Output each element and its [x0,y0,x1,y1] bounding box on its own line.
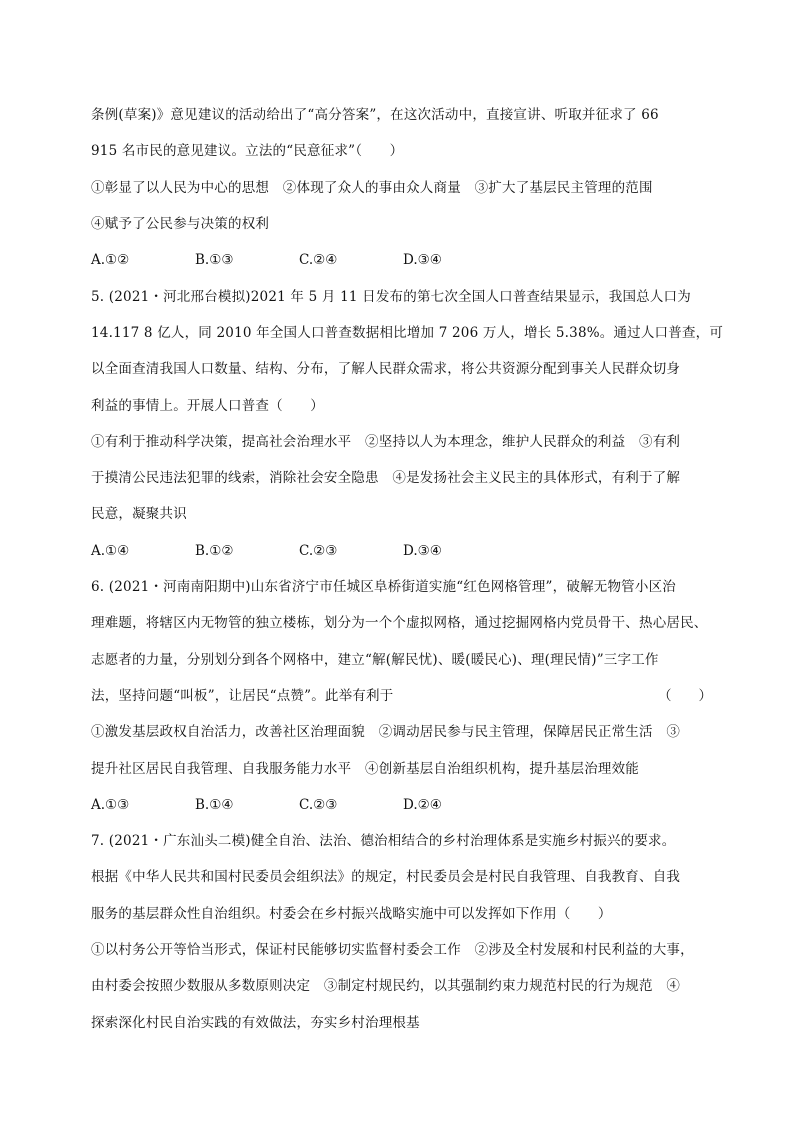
q5-line-1: 5. (2021・河北邢台模拟)2021 年 5 月 11 日发布的第七次全国人口普查结果显示，我国总人口为 [91,289,691,305]
q5-line-2: 14.117 8 亿人，同 2010 年全国人口普查数据相比增加 7 206 万人，增长 5.38%。通过人口普查，可 [91,325,724,341]
q6-options [91,796,507,814]
q6-line-5: ①激发基层政权自治活力，改善社区治理面貌 ②调动居民参与民主管理，保障居民正常生活 ③ [91,724,681,740]
q7-line-4: ①以村务公开等恰当形式，保证村民能够切实监督村委会工作 ②涉及全村发展和村民利益的大事， [91,942,694,958]
q5-line-7: 民意，凝聚共识 [91,506,187,522]
q6-option-a: A.①③ [91,797,130,813]
q5-option-b: B.①② [195,543,234,559]
q5-option-d: D.③④ [403,543,442,559]
q6-line-1: 6. (2021・河南南阳期中)山东省济宁市任城区阜桥街道实施“红色网格管理”，破解无物管小区治 [91,579,676,595]
q5-options [91,542,507,560]
q6-line-3: 志愿者的力量，分别划分到各个网格中，建立“解(解民忧)、暖(暖民心)、理(理民情)”三字工作 [91,652,659,668]
q4-option-a: A.①② [91,252,130,268]
q4-option-d: D.③④ [403,252,442,268]
q5-line-6: 于摸清公民违法犯罪的线索，消除社会安全隐患 ④是发扬社会主义民主的具体形式，有利于了解 [91,470,681,486]
q4-option-c: C.②④ [299,252,338,268]
q4-line-1: 条例(草案)》意见建议的活动给出了“高分答案”，在这次活动中，直接宣讲、听取并征求了 66 [91,107,659,123]
q6-option-c: C.②③ [299,797,338,813]
q6-option-b: B.①④ [195,797,234,813]
q5-line-5: ①有利于推动科学决策，提高社会治理水平 ②坚持以人为本理念，维护人民群众的利益 ③有利 [91,434,681,450]
q7-line-6: 探索深化村民自治实践的有效做法，夯实乡村治理根基 [91,1015,420,1031]
q4-options [91,251,507,269]
q4-line-3: ①彰显了以人民为中心的思想 ②体现了众人的事由众人商量 ③扩大了基层民主管理的范围 [91,180,653,196]
q7-line-3: 服务的基层群众性自治组织。村委会在乡村振兴战略实施中可以发挥如下作用（ ） [91,906,612,922]
q5-option-c: C.②③ [299,543,338,559]
q6-line-2: 理难题，将辖区内无物管的独立楼栋，划分为一个个虚拟网格，通过挖掘网格内党员骨干、热心居民、 [91,615,708,631]
q6-answer-bracket: （ ） [658,688,712,704]
q6-option-d: D.②④ [403,797,442,813]
q4-option-b: B.①③ [195,252,234,268]
q5-option-a: A.①④ [91,543,130,559]
q5-line-4: 利益的事情上。开展人口普查（ ） [91,398,324,414]
q6-line-4: 法，坚持问题“叫板”，让居民“点赞”。此举有利于 [91,688,394,704]
q7-line-2: 根据《中华人民共和国村民委员会组织法》的规定，村民委员会是村民自我管理、自我教育、自我 [91,869,681,885]
q6-line-6: 提升社区居民自我管理、自我服务能力水平 ④创新基层自治组织机构，提升基层治理效能 [91,761,639,777]
q4-line-4: ④赋予了公民参与决策的权利 [91,216,270,232]
q7-line-1: 7. (2021・广东汕头二模)健全自治、法治、德治相结合的乡村治理体系是实施乡村振兴的要求。 [91,833,676,849]
q7-line-5: 由村委会按照少数服从多数原则决定 ③制定村规民约，以其强制约束力规范村民的行为规范 ④ [91,978,681,994]
q5-line-3: 以全面查清我国人口数量、结构、分布，了解人民群众需求，将公共资源分配到事关人民群众切身 [91,361,681,377]
q4-line-2: 915 名市民的意见建议。立法的“民意征求”（ ） [91,143,404,159]
